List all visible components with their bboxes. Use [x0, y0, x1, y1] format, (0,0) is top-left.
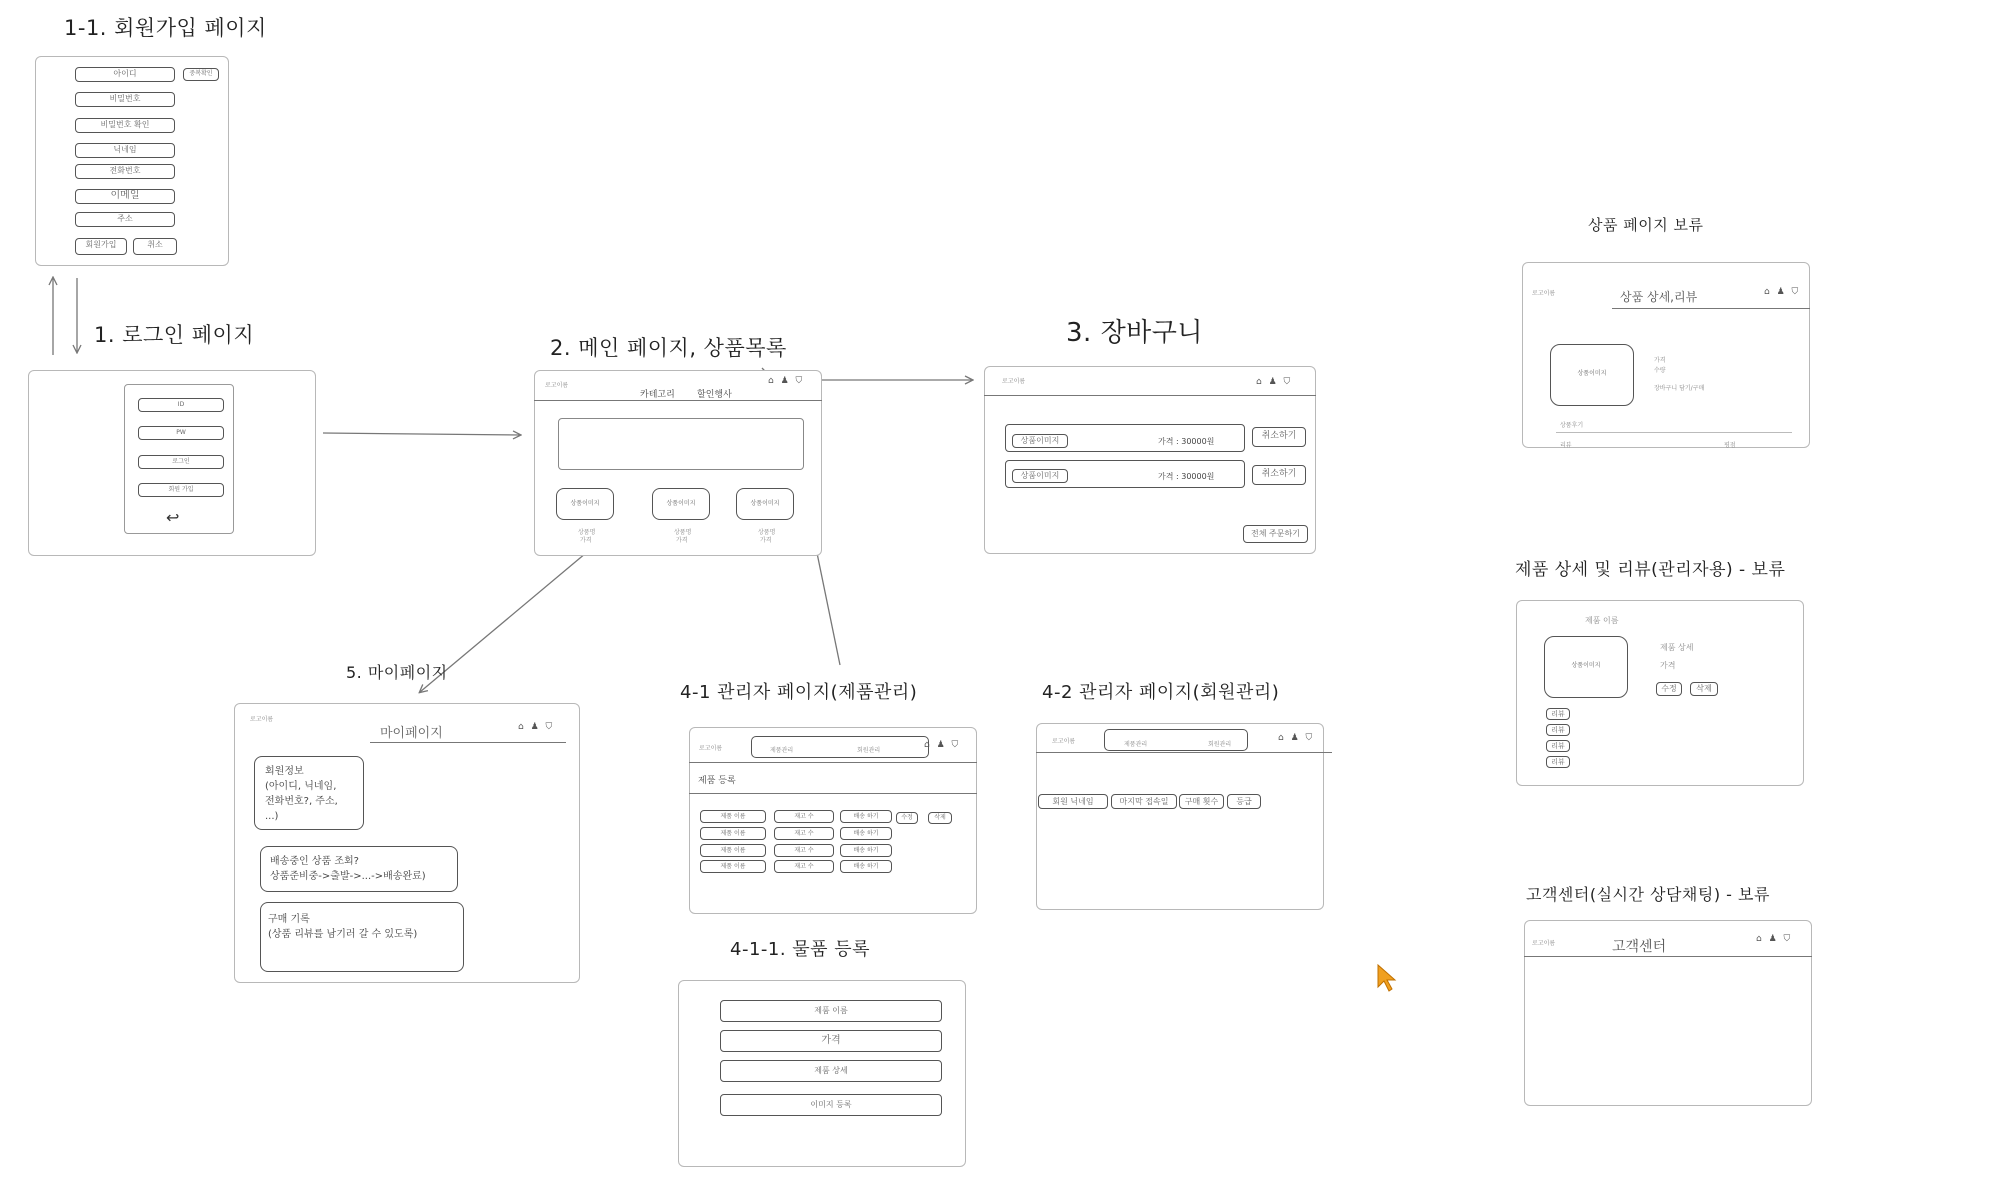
- login-signup-button[interactable]: 회원 가입: [138, 483, 224, 497]
- main-logo: 로고이름: [545, 382, 569, 389]
- signup-address-field[interactable]: 주소: [75, 212, 175, 227]
- product-page-image: 상품이미지: [1550, 344, 1634, 406]
- register-name-field[interactable]: 제품 이름: [720, 1000, 942, 1022]
- admin-detail-detail: 제품 상세: [1660, 643, 1694, 652]
- cart-title: 3. 장바구니: [1066, 318, 1204, 348]
- mypage-member-info-text: 회원정보 (아이디, 닉네임, 전화번호?, 주소, ...): [265, 766, 338, 822]
- admin-product-ship-4[interactable]: 배송 하기: [840, 860, 892, 873]
- admin-products-tab-products[interactable]: 제품관리: [770, 747, 794, 754]
- mypage-purchase-text: 구매 기록 (상품 리뷰를 남기러 갈 수 있도록): [268, 914, 418, 940]
- login-title: 1. 로그인 페이지: [94, 323, 255, 347]
- main-nav-category[interactable]: 카테고리: [640, 390, 675, 400]
- arrow-login-to-main: [323, 433, 520, 435]
- admin-detail-review-4[interactable]: 리뷰: [1546, 756, 1570, 768]
- main-product-image-2[interactable]: 상품이미지: [652, 488, 710, 520]
- admin-members-tab-members[interactable]: 회원관리: [1208, 741, 1232, 748]
- admin-product-stock-3[interactable]: 재고 수: [774, 844, 834, 857]
- admin-product-ship-2[interactable]: 배송 하기: [840, 827, 892, 840]
- admin-products-tab-members[interactable]: 회원관리: [857, 747, 881, 754]
- main-product-price-2: 가격: [676, 537, 688, 544]
- product-page-footer-review: 리뷰: [1560, 442, 1572, 449]
- cart-item-image-1: 상품이미지: [1012, 434, 1068, 448]
- signup-submit-button[interactable]: 회원가입: [75, 238, 127, 255]
- signup-duplicate-check-button[interactable]: 중복확인: [183, 68, 219, 81]
- admin-products-delete-button[interactable]: 삭제: [928, 812, 952, 824]
- login-id-field[interactable]: ID: [138, 398, 224, 412]
- cart-item-price-1: 가격 : 30000원: [1158, 437, 1215, 446]
- product-page-review-label: 상품후기: [1560, 422, 1584, 429]
- cart-item-cancel-1[interactable]: 취소하기: [1252, 427, 1306, 447]
- admin-product-name-4[interactable]: 제품 이름: [700, 860, 766, 873]
- admin-detail-delete-button[interactable]: 삭제: [1690, 682, 1718, 696]
- admin-product-stock-2[interactable]: 재고 수: [774, 827, 834, 840]
- main-product-image-1[interactable]: 상품이미지: [556, 488, 614, 520]
- main-product-price-3: 가격: [760, 537, 772, 544]
- cart-item-image-2: 상품이미지: [1012, 469, 1068, 483]
- main-nav-sale[interactable]: 할인행사: [697, 390, 732, 400]
- main-product-price-1: 가격: [580, 537, 592, 544]
- login-pw-field[interactable]: PW: [138, 426, 224, 440]
- product-page-info-qty: 수량: [1654, 367, 1666, 374]
- product-page-title: 상품 페이지 보류: [1588, 216, 1704, 234]
- login-back-glyph: ↩: [166, 508, 180, 527]
- mouse-cursor-icon: [1376, 963, 1398, 993]
- admin-product-name-2[interactable]: 제품 이름: [700, 827, 766, 840]
- product-page-info-cart: 장바구니 담기/구매: [1654, 385, 1705, 392]
- admin-detail-review-3[interactable]: 리뷰: [1546, 740, 1570, 752]
- admin-products-header-icons[interactable]: ⌂ ♟ ⛉: [924, 740, 961, 750]
- admin-product-stock-4[interactable]: 재고 수: [774, 860, 834, 873]
- mypage-header-icons[interactable]: ⌂ ♟ ⛉: [518, 722, 555, 732]
- login-button[interactable]: 로그인: [138, 455, 224, 469]
- signup-cancel-button[interactable]: 취소: [133, 238, 177, 255]
- support-header-icons[interactable]: ⌂ ♟ ⛉: [1756, 934, 1793, 944]
- admin-products-logo: 로고이름: [699, 745, 723, 752]
- register-price-field[interactable]: 가격: [720, 1030, 942, 1052]
- admin-product-name-3[interactable]: 제품 이름: [700, 844, 766, 857]
- admin-detail-review-1[interactable]: 리뷰: [1546, 708, 1570, 720]
- admin-members-tab-products[interactable]: 제품관리: [1124, 741, 1148, 748]
- admin-detail-name: 제품 이름: [1585, 616, 1619, 625]
- cart-order-all-button[interactable]: 전체 주문하기: [1243, 525, 1308, 543]
- main-header-icons[interactable]: ⌂ ♟ ⛉: [768, 376, 805, 386]
- support-heading: 고객센터: [1612, 939, 1667, 955]
- signup-id-field[interactable]: 아이디: [75, 67, 175, 82]
- admin-product-ship-3[interactable]: 배송 하기: [840, 844, 892, 857]
- admin-detail-review-2[interactable]: 리뷰: [1546, 724, 1570, 736]
- product-page-header-icons[interactable]: ⌂ ♟ ⛉: [1764, 287, 1801, 297]
- main-product-name-3: 상품명: [758, 529, 776, 536]
- mypage-logo: 로고이름: [250, 716, 274, 723]
- main-title: 2. 메인 페이지, 상품목록: [550, 336, 787, 360]
- admin-products-edit-button[interactable]: 수정: [896, 812, 918, 824]
- admin-members-col-purchase-count[interactable]: 구매 횟수: [1179, 794, 1224, 809]
- product-page-footer-rating: 평점: [1724, 442, 1736, 449]
- product-page-logo: 로고이름: [1532, 290, 1556, 297]
- signup-nickname-field[interactable]: 닉네임: [75, 143, 175, 158]
- signup-frame: [35, 56, 229, 266]
- support-frame: [1524, 920, 1812, 1106]
- admin-detail-title: 제품 상세 및 리뷰(관리자용) - 보류: [1515, 560, 1786, 580]
- cart-item-cancel-2[interactable]: 취소하기: [1252, 465, 1306, 485]
- admin-members-title: 4-2 관리자 페이지(회원관리): [1042, 682, 1280, 703]
- main-product-name-2: 상품명: [674, 529, 692, 536]
- cart-item-price-2: 가격 : 30000원: [1158, 472, 1215, 481]
- signup-password-confirm-field[interactable]: 비밀번호 확인: [75, 118, 175, 133]
- admin-product-name-1[interactable]: 제품 이름: [700, 810, 766, 823]
- signup-email-field[interactable]: 이메일: [75, 189, 175, 204]
- register-detail-field[interactable]: 제품 상세: [720, 1060, 942, 1082]
- mypage-heading: 마이페이지: [380, 726, 443, 741]
- mypage-title: 5. 마이페이지: [346, 663, 448, 682]
- register-image-upload[interactable]: 이미지 등록: [720, 1094, 942, 1116]
- mypage-shipping-text: 배송중인 상품 조회? 상품준비중->출발->...->배송완료): [270, 856, 426, 882]
- admin-products-section: 제품 등록: [698, 776, 736, 786]
- support-logo: 로고이름: [1532, 940, 1556, 947]
- admin-products-title: 4-1 관리자 페이지(제품관리): [680, 682, 918, 703]
- admin-detail-image: 상품이미지: [1544, 636, 1628, 698]
- product-register-title: 4-1-1. 물품 등록: [730, 939, 871, 960]
- admin-product-ship-1[interactable]: 배송 하기: [840, 810, 892, 823]
- signup-title: 1-1. 회원가입 페이지: [64, 16, 267, 40]
- main-product-image-3[interactable]: 상품이미지: [736, 488, 794, 520]
- support-title: 고객센터(실시간 상담채팅) - 보류: [1526, 885, 1770, 904]
- admin-members-logo: 로고이름: [1052, 738, 1076, 745]
- admin-members-col-last-login[interactable]: 마지막 접속일: [1111, 794, 1177, 809]
- admin-product-stock-1[interactable]: 재고 수: [774, 810, 834, 823]
- main-product-name-1: 상품명: [578, 529, 596, 536]
- signup-password-field[interactable]: 비밀번호: [75, 92, 175, 107]
- cart-logo: 로고이름: [1002, 378, 1026, 385]
- admin-members-col-grade[interactable]: 등급: [1227, 794, 1261, 809]
- signup-phone-field[interactable]: 전화번호: [75, 164, 175, 179]
- product-page-heading: 상품 상세,리뷰: [1620, 290, 1698, 304]
- admin-detail-edit-button[interactable]: 수정: [1656, 682, 1682, 696]
- cart-header-icons[interactable]: ⌂ ♟ ⛉: [1256, 377, 1293, 387]
- admin-detail-price: 가격: [1660, 661, 1676, 670]
- admin-members-header-icons[interactable]: ⌂ ♟ ⛉: [1278, 733, 1315, 743]
- admin-members-col-nickname[interactable]: 회원 닉네임: [1038, 794, 1108, 809]
- main-banner: [558, 418, 804, 470]
- product-page-info-price: 가격: [1654, 357, 1666, 364]
